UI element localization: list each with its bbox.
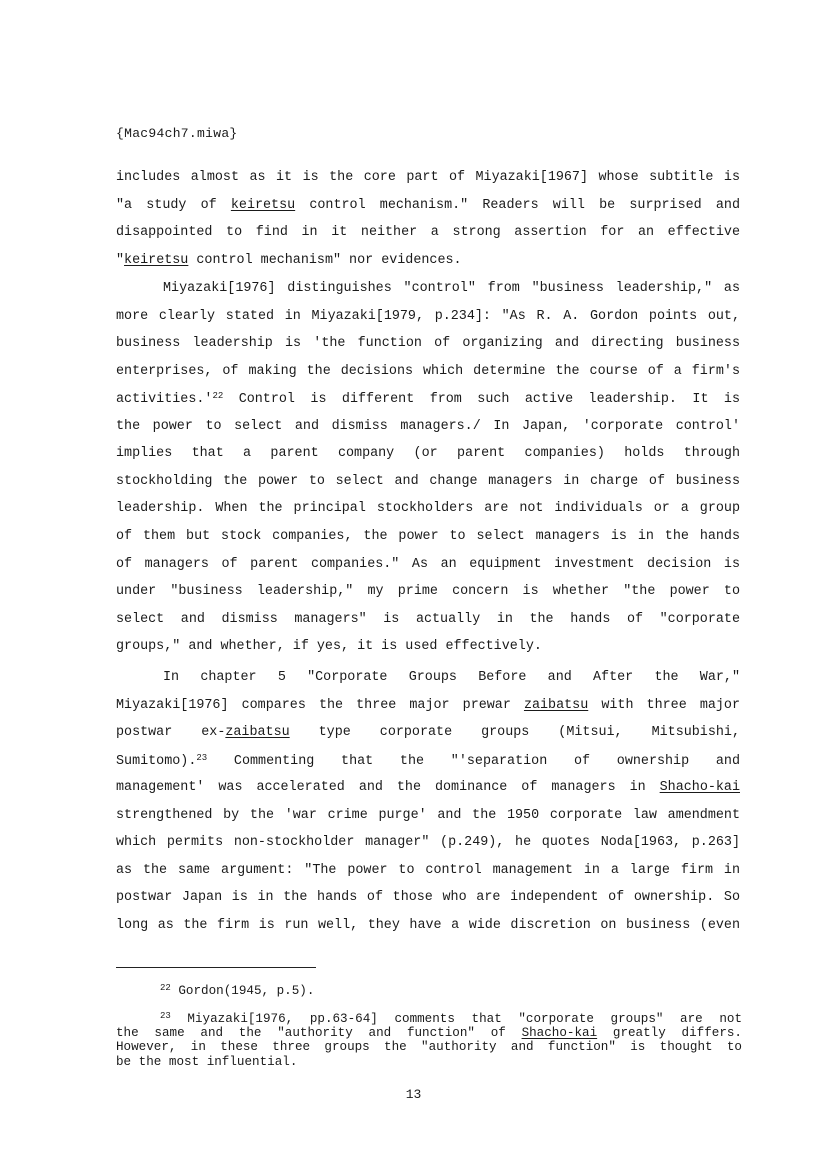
underlined-term: zaibatsu	[225, 725, 290, 741]
text-line	[116, 835, 740, 850]
text-run: Control is different from such active leadership. It is	[223, 392, 740, 408]
text-run: postwar Japan is in the hands of those who are independent of ownership. So	[116, 890, 740, 906]
text-run: In chapter 5 "Corporate Groups Before and After the War,"	[163, 670, 740, 685]
text-line	[116, 863, 740, 878]
text-line	[116, 808, 740, 823]
text-run: stockholding the power to select and change managers in charge of business	[116, 473, 740, 489]
text-run: which permits non-stockholder manager" (p.249), he quotes Noda[1963, p.263]	[116, 835, 740, 851]
footnote-23-line	[116, 1026, 742, 1040]
text-run: management' was accelerated and the dominance of managers in	[116, 780, 660, 796]
text-line	[116, 918, 740, 933]
footnote-marker: 22	[212, 391, 224, 402]
footnote-divider	[116, 967, 316, 968]
text-run: Commenting that the "'separation of ownership and	[207, 753, 740, 769]
underlined-term: Shacho-kai	[521, 1025, 598, 1040]
text-run: implies that a parent company (or parent companies) holds through	[116, 446, 740, 462]
underlined-term: keiretsu	[230, 197, 296, 213]
footnote-23-line	[116, 1040, 742, 1054]
footnote-22	[160, 983, 314, 998]
text-run: with three major	[588, 697, 740, 713]
text-run: select and dismiss managers" is actually in the hands of "corporate	[116, 611, 740, 627]
text-run: Sumitomo).	[116, 753, 197, 769]
text-run: postwar ex-	[116, 725, 226, 741]
text-run: disappointed to find in it neither a strong assertion for an effective	[116, 225, 740, 241]
text-run: "	[116, 252, 125, 268]
text-line	[116, 198, 740, 213]
text-line	[116, 170, 740, 185]
text-run: type corporate groups (Mitsui, Mitsubishi,	[289, 725, 740, 741]
text-run: Miyazaki[1976] compares the three major prewar	[116, 697, 524, 713]
text-run: business leadership is 'the function of organizing and directing business	[116, 336, 740, 352]
text-run: as the same argument: "The power to control management in a large firm in	[116, 862, 740, 878]
text-line	[116, 529, 740, 544]
text-line	[116, 253, 740, 268]
text-run: "a study of	[116, 197, 231, 213]
text-line	[116, 698, 740, 713]
text-run: Miyazaki[1976] distinguishes "control" from "business leadership," as	[163, 281, 740, 296]
text-run: the same and the "authority and function" of	[116, 1025, 522, 1040]
text-run: of managers of parent companies." As an equipment investment decision is	[116, 556, 740, 572]
text-line	[116, 639, 740, 654]
text-line	[116, 474, 740, 489]
text-line	[116, 225, 740, 240]
text-run: more clearly stated in Miyazaki[1979, p.234]: "As R. A. Gordon points out,	[116, 308, 740, 324]
text-run: greatly differs.	[597, 1025, 742, 1040]
footnote-marker: 22	[160, 983, 171, 993]
text-run: However, in these three groups the "authority and function" is thought to	[116, 1040, 742, 1055]
text-line	[163, 281, 740, 296]
text-run: be the most influential.	[116, 1054, 298, 1069]
underlined-term: zaibatsu	[523, 697, 589, 713]
text-line	[116, 753, 740, 769]
text-line	[116, 725, 740, 740]
footnote-marker: 23	[160, 1011, 171, 1021]
text-run: long as the firm is run well, they have a wide discretion on business (even	[116, 917, 740, 933]
text-line	[116, 364, 740, 379]
text-run: activities.'	[116, 392, 213, 408]
text-run: Miyazaki[1976, pp.63-64] comments that "corporate groups" are not	[170, 1012, 742, 1026]
text-run: includes almost as it is the core part of Miyazaki[1967] whose subtitle is	[116, 170, 740, 185]
text-line	[116, 890, 740, 905]
text-run: of them but stock companies, the power to select managers is in the hands	[116, 528, 740, 544]
text-line	[116, 419, 740, 434]
footnote-23-line	[116, 1055, 742, 1069]
footnote-marker: 23	[196, 752, 208, 763]
text-line	[116, 780, 740, 795]
text-run: Gordon(1945, p.5).	[170, 984, 315, 998]
text-line	[116, 584, 740, 599]
underlined-term: keiretsu	[124, 252, 189, 268]
text-run: strengthened by the 'war crime purge' and the 1950 corporate law amendment	[116, 807, 740, 823]
footnote-23-line	[160, 1011, 742, 1026]
text-run: groups," and whether, if yes, it is used effectively.	[116, 639, 542, 655]
text-line	[116, 309, 740, 324]
file-header: {Mac94ch7.miwa}	[116, 126, 238, 141]
underlined-term: Shacho-kai	[659, 780, 740, 796]
text-line	[116, 612, 740, 627]
text-line	[116, 557, 740, 572]
text-run: control mechanism" nor evidences.	[188, 252, 462, 268]
text-line	[116, 446, 740, 461]
text-line	[163, 670, 740, 685]
text-line	[116, 501, 740, 516]
text-line	[116, 336, 740, 351]
text-run: under "business leadership," my prime concern is whether "the power to	[116, 584, 740, 600]
text-run: enterprises, of making the decisions which determine the course of a firm's	[116, 363, 740, 379]
page-number: 13	[405, 1087, 422, 1102]
text-run: the power to select and dismiss managers./ In Japan, 'corporate control'	[116, 418, 740, 434]
text-run: control mechanism." Readers will be surprised and	[295, 197, 740, 213]
text-run: leadership. When the principal stockholders are not individuals or a group	[116, 501, 740, 517]
text-line	[116, 391, 740, 407]
